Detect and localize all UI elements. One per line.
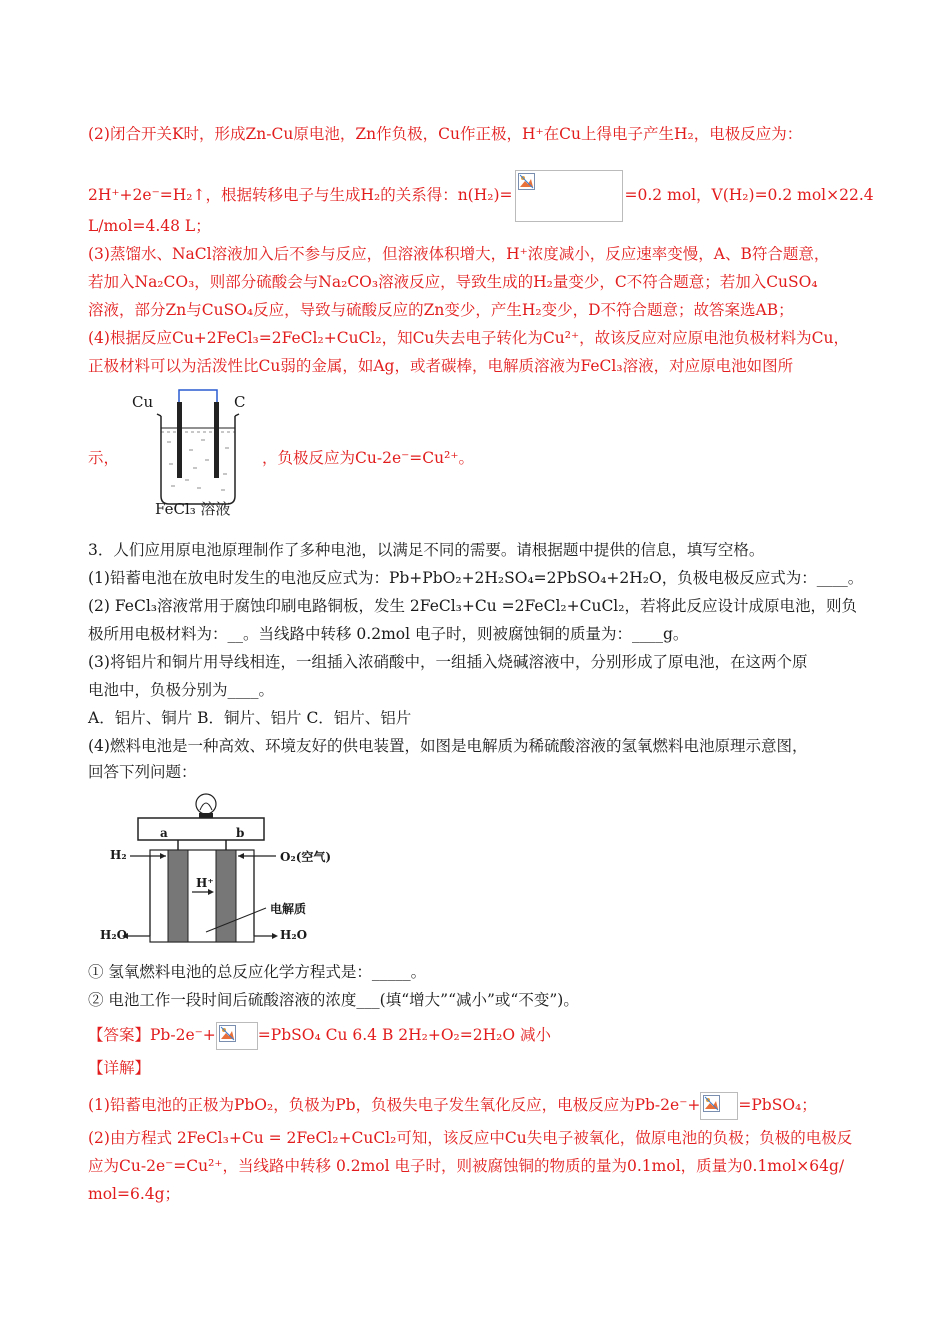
p2-line1: (2)闭合开关K时，形成Zn-Cu原电池，Zn作负极，Cu作正极，H⁺在Cu上得电子产生H₂，电极反应为： (88, 125, 803, 143)
detail-2-line1: (2)由方程式 2FeCl₃+Cu = 2FeCl₂+CuCl₂可知，该反应中Cu失电子被氧化，做原电池的负极；负极的电极反 (88, 1129, 853, 1147)
p3-line1: (3)蒸馏水、NaCl溶液加入后不参与反应，但溶液体积增大，H⁺浓度减小，反应速率变慢，A、B符合题意， (88, 245, 830, 263)
q3-line8: (4)燃料电池是一种高效、环境友好的供电装置，如图是电解质为稀硫酸溶液的氢氧燃料电池原理示意图， (88, 737, 808, 755)
beaker-label-cu: Cu (132, 393, 154, 411)
broken-image-icon (216, 1022, 258, 1050)
fuel-cell-diagram (100, 786, 350, 956)
p3-line3: 溶液，部分Zn与CuSO₄反应，导致与硫酸反应的Zn变少，产生H₂变少，D不符合题意；故答案选AB； (88, 301, 794, 319)
fuel-cell-label-h2: H₂ (110, 848, 127, 862)
answer-a: 【答案】Pb-2e⁻+ (88, 1026, 216, 1044)
q3-sub2: ② 电池工作一段时间后硫酸溶液的浓度___(填“增大”“减小”或“不变”)。 (88, 991, 579, 1009)
detail-1 (88, 1092, 863, 1120)
fuel-cell-label-a: a (160, 826, 168, 840)
beaker-label-c: C (234, 393, 246, 411)
p4-line3-b: ，负极反应为Cu-2e⁻=Cu²⁺。 (262, 449, 475, 467)
detail-2-line2: 应为Cu-2e⁻=Cu²⁺，当线路中转移 0.2mol 电子时，则被腐蚀铜的物质的量为0.1mol，质量为0.1mol×64g/ (88, 1157, 845, 1175)
q3-options: A．铝片、铜片 B．铜片、铝片 C．铝片、铝片 (88, 709, 412, 727)
p2-line2 (88, 170, 874, 222)
q3-sub1: ① 氢氧燃料电池的总反应化学方程式是：_____。 (88, 963, 427, 981)
p4-line2: 正极材料可以为活泼性比Cu弱的金属，如Ag，或者碳棒，电解质溶液为FeCl₃溶液，对应原电池如图所 (88, 357, 794, 375)
q3-line2: (1)铅蓄电池在放电时发生的电池反应式为：Pb+PbO₂+2H₂SO₄=2PbSO₄+2H₂O，负极电极反应式为：____。 (88, 569, 864, 587)
fuel-cell-label-b: b (236, 826, 245, 840)
p4-line1: (4)根据反应Cu+2FeCl₃=2FeCl₂+CuCl₂，知Cu失去电子转化为Cu²⁺，故该反应对应原电池负极材料为Cu， (88, 329, 850, 347)
p4-line3-a: 示， (88, 449, 120, 467)
fuel-cell-label-hplus: H⁺ (196, 876, 214, 890)
detail-1-a: (1)铅蓄电池的正极为PbO₂，负极为Pb，负极失电子发生氧化反应，电极反应为Pb-2e⁻+ (88, 1096, 701, 1114)
fuel-cell-figure (100, 786, 350, 956)
broken-image-icon (515, 170, 623, 222)
detail-heading: 【详解】 (88, 1059, 151, 1077)
p3-line2: 若加入Na₂CO₃，则部分硫酸会与Na₂CO₃溶液反应，导致生成的H₂量变少，C不符合题意；若加入CuSO₄ (88, 273, 818, 291)
p2-line3: L/mol=4.48 L； (88, 217, 211, 235)
answer-line (88, 1022, 863, 1050)
q3-line1: 3．人们应用原电池原理制作了多种电池，以满足不同的需要。请根据题中提供的信息，填写空格。 (88, 541, 765, 559)
answer-b: =PbSO₄ Cu 6.4 B 2H₂+O₂=2H₂O 减小 (257, 1026, 551, 1044)
p2-line2-b: =0.2 mol，V(H₂)=0.2 mol×22.4 (624, 186, 874, 204)
beaker-caption: FeCl₃ 溶液 (155, 500, 231, 518)
detail-2-line3: mol=6.4g； (88, 1185, 181, 1203)
fuel-cell-label-h2o-left: H₂O (100, 928, 128, 942)
fuel-cell-label-h2o-right: H₂O (280, 928, 308, 942)
broken-image-icon (700, 1092, 738, 1120)
q3-line4: 极所用电极材料为：__。当线路中转移 0.2mol 电子时，则被腐蚀铜的质量为：____g。 (88, 625, 689, 643)
fuel-cell-label-electrolyte: 电解质 (270, 902, 307, 916)
q3-line9: 回答下列问题： (88, 763, 197, 781)
fuel-cell-label-o2: O₂(空气) (280, 850, 332, 864)
q3-line5: (3)将铝片和铜片用导线相连，一组插入浓硝酸中，一组插入烧碱溶液中，分别形成了原电池，在这两个原 (88, 653, 808, 671)
q3-line6: 电池中，负极分别为____。 (88, 681, 275, 699)
detail-1-b: =PbSO₄； (738, 1096, 817, 1114)
p2-line2-a: 2H⁺+2e⁻=H₂↑，根据转移电子与生成H₂的关系得：n(H₂)= (88, 186, 513, 204)
q3-line3: (2) FeCl₃溶液常用于腐蚀印刷电路铜板，发生 2FeCl₃+Cu =2FeCl₂+CuCl₂，若将此反应设计成原电池，则负 (88, 597, 857, 615)
